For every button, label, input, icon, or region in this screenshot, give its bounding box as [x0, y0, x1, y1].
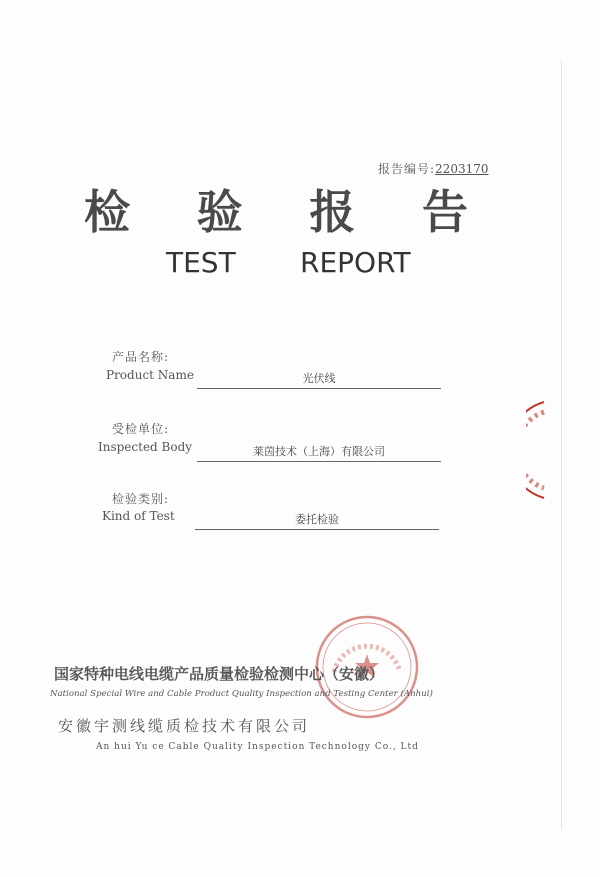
report-number-label: 报告编号:: [378, 162, 436, 176]
inspected-body-value: 莱茵技术（上海）有限公司: [197, 443, 441, 462]
report-number: [378, 160, 489, 177]
kind-of-test-value: 委托检验: [195, 511, 439, 530]
kind-of-test-label-en: Kind of Test: [102, 509, 175, 523]
title-char: 报: [309, 185, 356, 239]
title-english-test: TEST: [166, 246, 236, 279]
inspected-body-label-en: Inspected Body: [98, 440, 193, 454]
company-name-cn: 安徽宇测线缆质检技术有限公司: [58, 717, 311, 735]
product-name-label-en: Product Name: [106, 368, 194, 382]
issuer-name-cn: 国家特种电线电缆产品质量检验检测中心（安徽）: [54, 665, 385, 683]
product-name-label-en-wrap: [106, 364, 194, 382]
scan-edge-line: [561, 60, 562, 830]
product-name-value: 光伏线: [197, 370, 441, 389]
kind-of-test-label-en-wrap: [102, 505, 175, 523]
partial-seal-edge: [526, 400, 546, 500]
title-chinese: [84, 176, 468, 242]
report-number-value: 2203170: [435, 162, 489, 176]
title-char: 验: [196, 185, 243, 239]
inspected-body-label: [112, 420, 169, 437]
title-char: 检: [84, 185, 130, 239]
inspected-body-label-en-wrap: [98, 436, 192, 454]
inspected-body-label-cn: 受检单位:: [112, 422, 170, 436]
company-name-en: An hui Yu ce Cable Quality Inspection Technology Co., Ltd: [96, 742, 419, 752]
product-name-label: [112, 348, 169, 365]
title-english-report: REPORT: [300, 246, 411, 279]
kind-of-test-label-cn: 检验类别:: [112, 492, 170, 506]
title-char: 告: [421, 185, 468, 239]
issuer-name-en: National Special Wire and Cable Product Quality Inspection and Testing Center (Anhui): [50, 689, 433, 699]
product-name-label-cn: 产品名称:: [112, 350, 170, 364]
